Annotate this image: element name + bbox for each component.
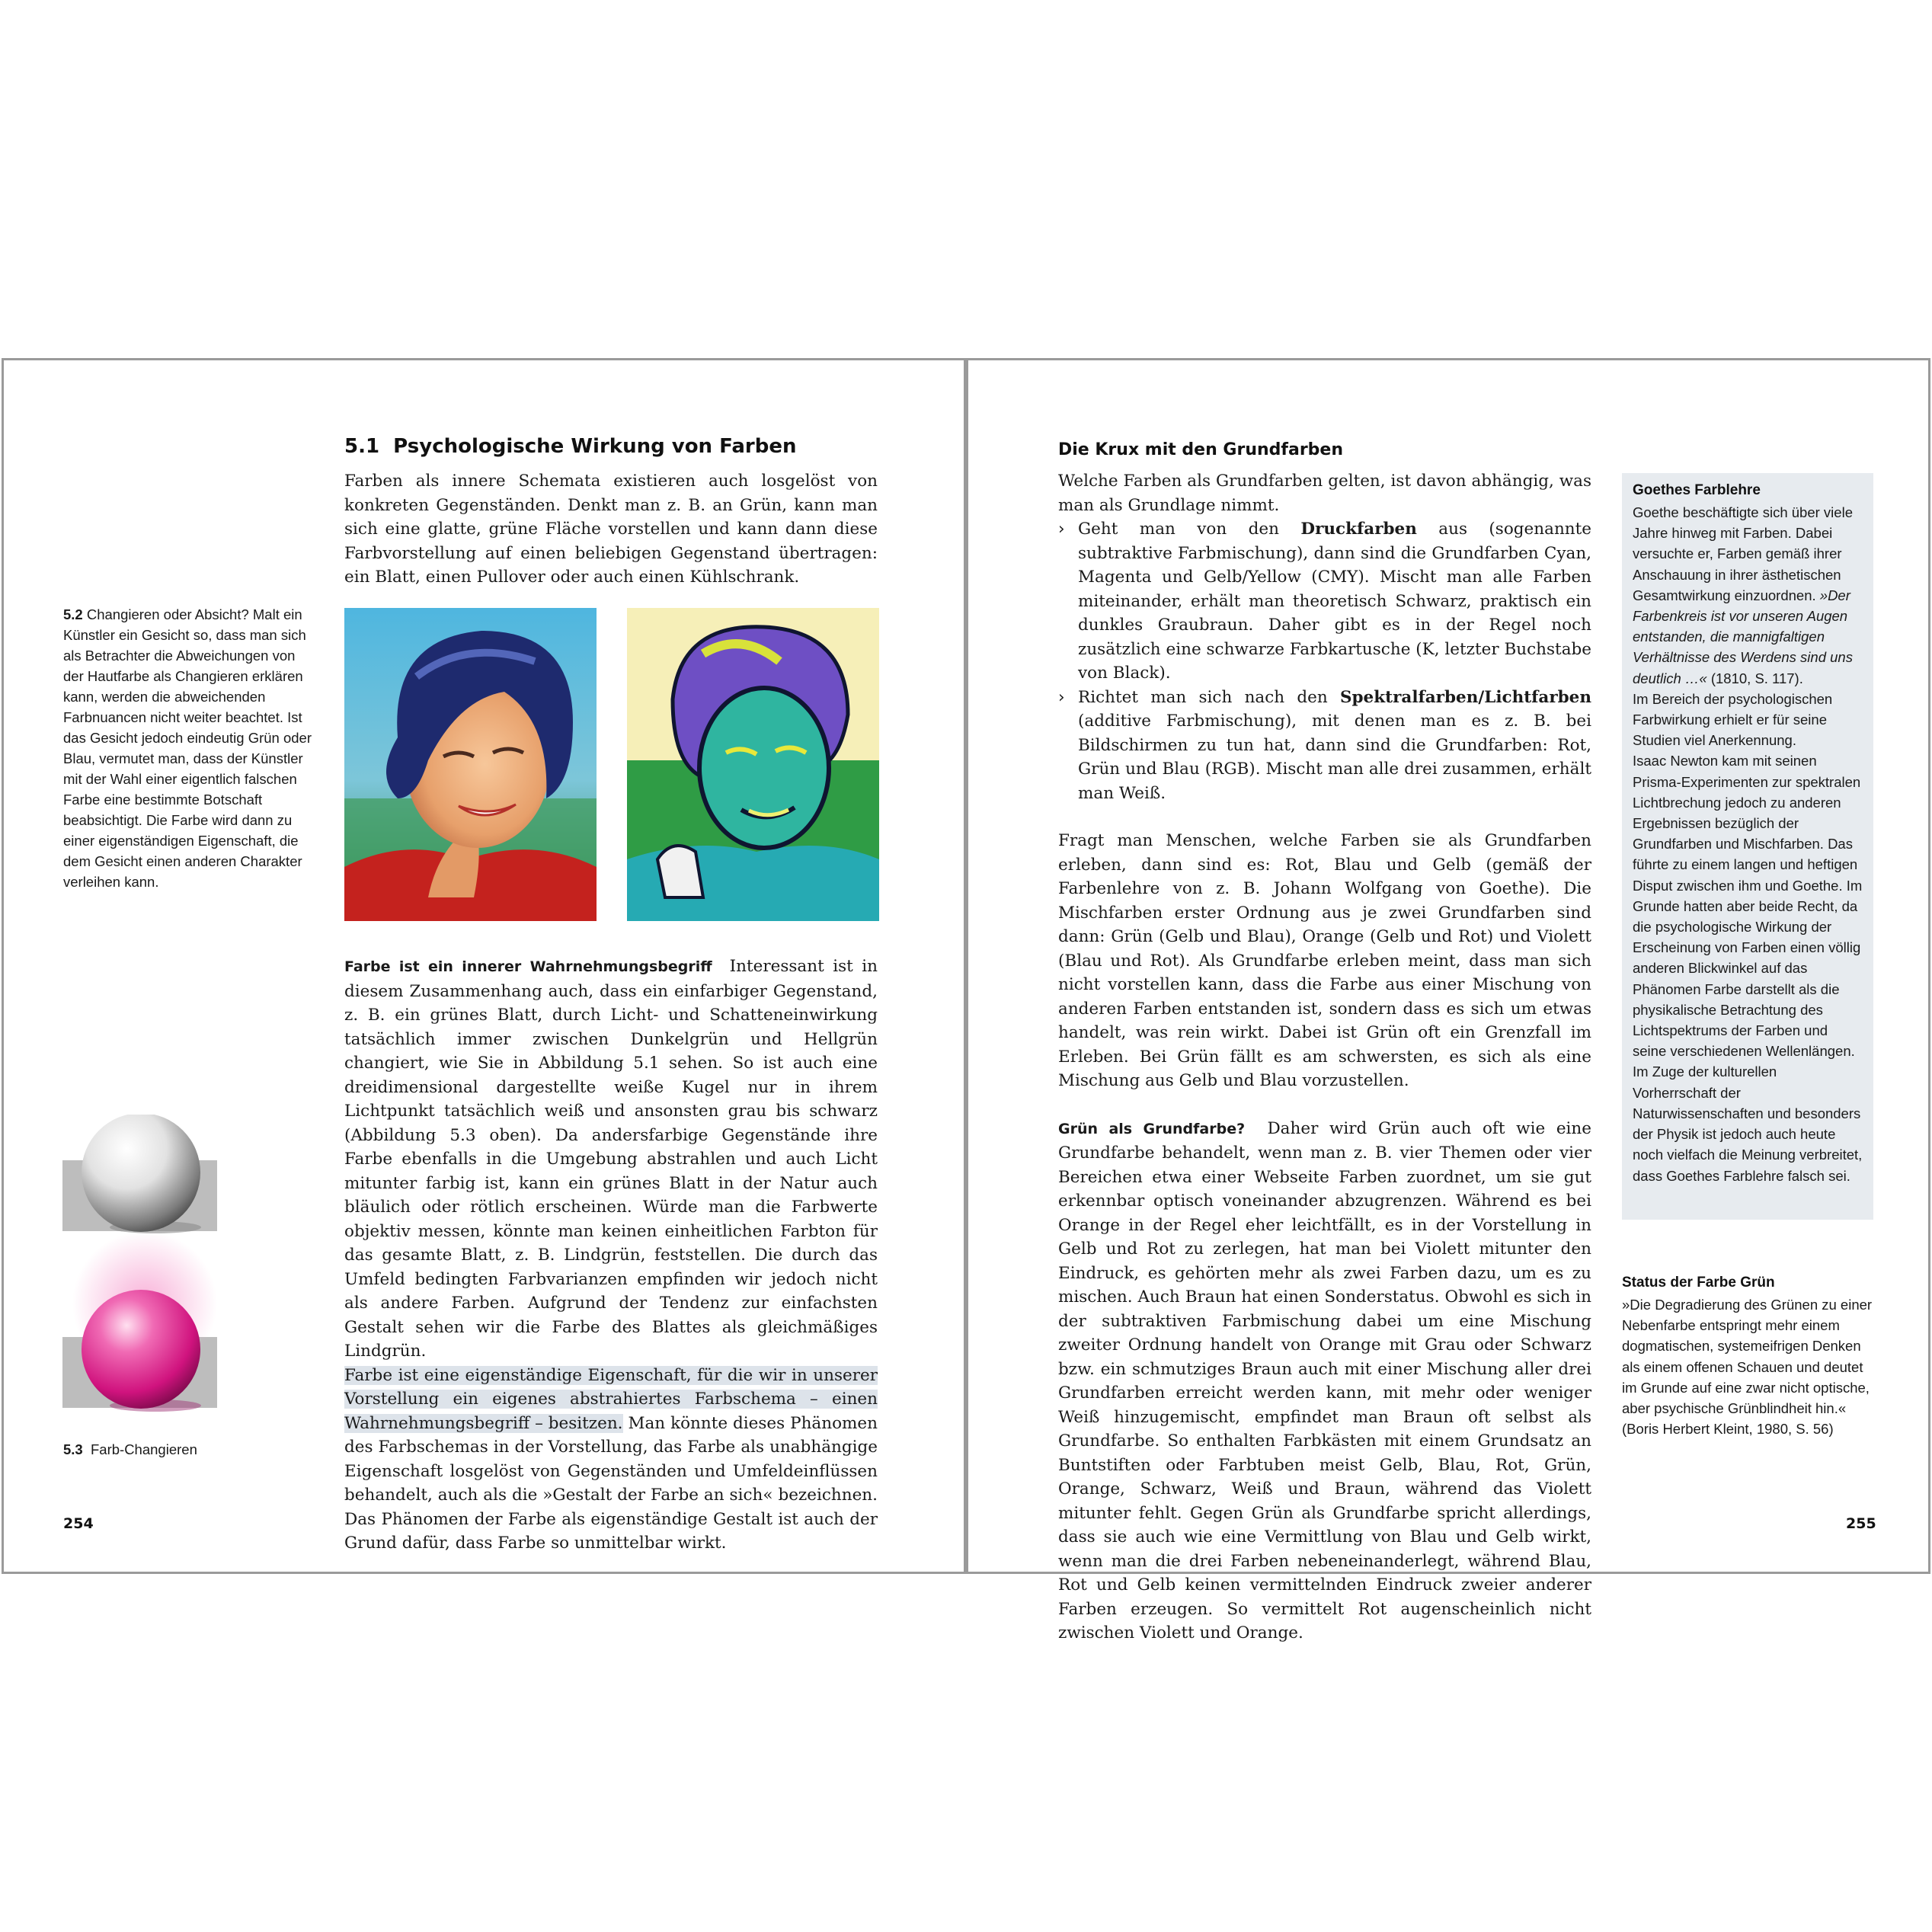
body-text-1: Interessant ist in diesem Zusammenhang auch, dass ein einfarbiger Gegenstand, z. B. ein grünes Blatt, durch Licht- und Schatteneinwirkung tatsächlich immer zwischen Dunkelgrün und Hellgrün changiert, wie Sie in Abbildung 5.1 sehen. So ist auch eine dreidimensional dargestellte weiße Kugel nur in ihrem Lichtpunkt tatsächlich weiß und ansonsten grau bis schwarz (Abbildung 5.3 oben). Da andersfarbige Gegenstände ihre Farbe ebenfalls in die Umgebung abstrahlen und auch Licht mitunter farbig ist, kann ein grünes Blatt in der Natur auch bläulich oder rötlich erscheinen. Würde man die Farbwerte objektiv messen, könnte man keinen einheitlichen Farbton für das gesamte Blatt, z. B. Lindgrün, feststellen. Die durch das Umfeld bedingten Farbvarianzen empfinden wir jedoch nicht als andere Farben. Aufgrund der Tendenz zur einfachsten Gestalt sehen wir die Farbe des Blattes als gleichmäßiges Lindgrün.: [344, 957, 878, 1361]
spheres-illustration: [62, 1115, 219, 1435]
section-number: 5.1: [344, 435, 380, 458]
caption-number: 5.2: [63, 606, 83, 622]
body-text-1: Fragt man Menschen, welche Farben sie als Grundfarben erleben, dann sind es: Rot, Blau und Gelb (gemäß der Farbenlehre von z. B. Johann Wolfgang von Goethe). Die Mischfarben erster Ordnung aus je zwei Grundfarben sind dann: Grün (Gelb und Blau), Orange (Gelb und Rot) und Violett (Blau und Rot). Als Grundfarbe erleben meint, dass man sich nicht vorstellen kann, dass die Farbe aus einer Mischung von anderen Farben entstanden ist, sondern dass es sich um etwas handelt, was rein wirkt. Dabei ist Grün oft ein Grenzfall im Erleben. Bei Grün fällt es am schwersten, es sich als eine Mischung aus Gelb und Blau vorzustellen.: [1058, 831, 1591, 1090]
body-paragraph: [344, 955, 878, 1556]
bullet-text: Geht man von den: [1078, 520, 1301, 539]
bullet-text: Richtet man sich nach den: [1078, 687, 1340, 707]
sidebar-title: Goethes Farblehre: [1633, 482, 1761, 498]
body-text-2-wrap: [1058, 1117, 1591, 1646]
bullet-list: [1058, 517, 1591, 805]
right-body: [1058, 469, 1591, 1646]
sidebar-text: [1633, 502, 1863, 689]
highlighted-statement: Farbe ist eine eigenständige Eigenschaft, für die wir in unserer Vorstellung ein eigenes abstrahiertes Farbschema – einen Wahrnehmungsbegriff – besitzen.: [344, 1365, 878, 1433]
sidebar-text-2: Im Bereich der psychologischen Farbwirkung erhielt er für seine Studien viel Anerkennung.: [1633, 690, 1833, 749]
left-page: [2, 358, 966, 1574]
runin-heading: Grün als Grundfarbe?: [1058, 1120, 1246, 1137]
body-text-2: Man könnte dieses Phänomen des Farbschemas in der Vorstellung, das Farbe als unabhängige Eigenschaft losgelöst von Gegenständen und Umfeldeinflüssen behandelt, auch als die »Gestalt der Farbe an sich« bezeichnen. Das Phänomen der Farbe als eigenständige Gestalt ist auch der Grund dafür, dass Farbe so unmittelbar wirkt.: [344, 1413, 878, 1553]
section-heading: [344, 435, 878, 458]
list-item: [1058, 517, 1591, 686]
bullet-bold-term: Druckfarben: [1300, 520, 1417, 539]
sidebar-citation: (1810, S. 117).: [1706, 670, 1803, 686]
caption-text: Farb-Changieren: [91, 1441, 197, 1457]
list-item: [1058, 686, 1591, 806]
sidebar-status-gruen: [1622, 1275, 1873, 1439]
caption-5-3: [63, 1439, 315, 1460]
spheres-art: [62, 1115, 219, 1435]
intro-text: Welche Farben als Grundfarben gelten, ist davon abhängig, was man als Grundlage nimmt.: [1058, 472, 1591, 515]
portrait-realistic-art: [344, 608, 597, 921]
caption-text: Changieren oder Absicht? Malt ein Künstler ein Gesicht so, dass man sich als Betrachter die Abweichungen von der Hautfarbe als Changieren erklären kann, werden die abweichenden Farbnuancen nicht weiter beachtet. Ist das Gesicht jedoch eindeutig Grün oder Blau, vermutet man, dass der Künstler mit der Wahl einer eigentlich falschen Farbe eine bestimmte Botschaft beabsichtigt. Die Farbe wird dann zu einer eigenständigen Eigenschaft, die dem Gesicht einen anderen Charakter verleihen kann.: [63, 606, 312, 890]
subsection-heading: Die Krux mit den Grundfarben: [1058, 440, 1343, 459]
portrait-popart-art: [627, 608, 879, 921]
caption-5-2: [63, 604, 315, 892]
sidebar-quote: »Der Farbenkreis ist vor unseren Augen entstanden, die mannigfaltigen Verhältnisse des Werdens sind uns deutlich …«: [1633, 587, 1853, 686]
right-page: [966, 358, 1930, 1643]
bullet-text: aus (sogenannte subtraktive Farbmischung), dann sind die Grundfarben Cyan, Magenta und Gelb/Yellow (CMY). Mischt man alle Farben miteinander, erhält man theoretisch Schwarz, praktisch ein dunkles Graubraun. Daher gibt es in der Regel noch zusätzlich eine schwarze Farbkartusche (K, letzter Buchstabe von Black).: [1078, 520, 1591, 683]
intro-paragraph: [344, 469, 878, 590]
sidebar-title: Status der Farbe Grün: [1622, 1275, 1775, 1291]
bullet-bold-term: Spektralfarben/Lichtfarben: [1340, 687, 1591, 707]
page-number: 254: [63, 1515, 94, 1532]
sidebar-quote: »Die Degradierung des Grünen zu einer Nebenfarbe entspringt mehr einem dogmatischen, systemeifrigen Denken als einem offenen Schauen und deutet im Grunde auf eine zwar nicht optische, aber psychische Grünblindheit hin.« (Boris Herbert Kleint, 1980, S. 56): [1622, 1297, 1873, 1438]
body-text-2: Daher wird Grün auch oft wie eine Grundfarbe behandelt, wenn man z. B. vier Themen oder vier Bereichen etwa einer Webseite Farben zuordnet, um sie gut erkennbar optisch voneinander abzugrenzen. Während es bei Orange in der Regel eher leichtfällt, es in der Vorstellung in Gelb und Rot zu zerlegen, hat man bei Violett mitunter den Eindruck, es gehörten mehr als zwei Farben dazu, um es zu mischen. Auch Braun hat einen Sonderstatus. Obwohl es sich in der subtraktiven Farbmischung dabei um eine Mischung zweiter Ordnung handelt von Orange mit Grau oder Schwarz bzw. ein schmutziges Braun auch mit einer Mischung aller drei Grundfarben erreicht werden kann, mit mehr oder weniger Weiß hinzugemischt, empfindet man Braun oft selbst als Grundfarbe. So enthalten Farbkästen mit einem Grundsatz an Buntstiften oder Farbtuben meist Gelb, Blau, Rot, Grün, Orange, Schwarz, Weiß und Braun, während das Violett mitunter fehlt. Gegen Grün als Grundfarbe spricht allerdings, dass sie auch wie eine Vermittlung von Blau und Gelb wirkt, wenn man die drei Farben nebeneinanderlegt, während Blau, Rot und Gelb keinen vermittelnden Eindruck zweier anderer Farben erzeugen. So vermittelt Rot augenscheinlich nicht zwischen Violett und Orange.: [1058, 1118, 1591, 1643]
section-title: Psychologische Wirkung von Farben: [393, 435, 797, 458]
sidebar-text-1: Goethe beschäftigte sich über viele Jahre hinweg mit Farben. Dabei versuchte er, Farben gemäß ihrer Anschauung in ihrer ästhetischen Gesamtwirkung einzuordnen.: [1633, 504, 1853, 603]
bullet-marker: ›: [1058, 687, 1065, 707]
bullet-text: (additive Farbmischung), mit denen man es z. B. bei Bildschirmen zu tun hat, dann sind die Grundfarben: Rot, Grün und Blau (RGB). Mischt man alle drei zusammen, erhält man Weiß.: [1078, 712, 1591, 803]
caption-number: 5.3: [63, 1441, 83, 1457]
bullet-marker: ›: [1058, 520, 1065, 539]
sidebar-box-goethe: [1622, 473, 1873, 1220]
body-text: [344, 955, 878, 1364]
sidebar-text-3: Isaac Newton kam mit seinen Prisma-Experimenten zur spektralen Lichtbrechung jedoch zu anderen Ergebnissen bezüglich der Grundfarben und Mischfarben. Das führte zu einem langen und heftigen Disput zwischen ihm und Goethe. Im Grunde hatten aber beide Recht, da die psychologische Wirkung der Erscheinung von Farben einen völlig anderen Blickwinkel auf das Phänomen Farbe darstellt als die physikalische Betrachtung des Lichtspektrums der Farben und seine verschiedenen Wellenlängen. Im Zuge der kulturellen Vorherrschaft der Naturwissenschaften und besonders der Physik ist jedoch auch heute noch vielfach die Meinung verbreitet, dass Goethes Farblehre falsch sei.: [1633, 753, 1863, 1184]
intro-text: Farben als innere Schemata existieren auch losgelöst von konkreten Gegenständen. Denkt man z. B. an Grün, kann man sich eine glatte, grüne Fläche vorstellen und kann dann diese Farbvorstellung auf einen beliebigen Gegenstand übertragen: ein Blatt, einen Pullover oder auch einen Kühlschrank.: [344, 472, 878, 587]
runin-heading: Farbe ist ein innerer Wahrnehmungsbegriff: [344, 958, 712, 975]
body-text-highlight: [344, 1364, 878, 1556]
portrait-realistic-image: [344, 608, 597, 921]
page-number: 255: [1846, 1515, 1876, 1532]
portrait-popart-image: [627, 608, 879, 921]
